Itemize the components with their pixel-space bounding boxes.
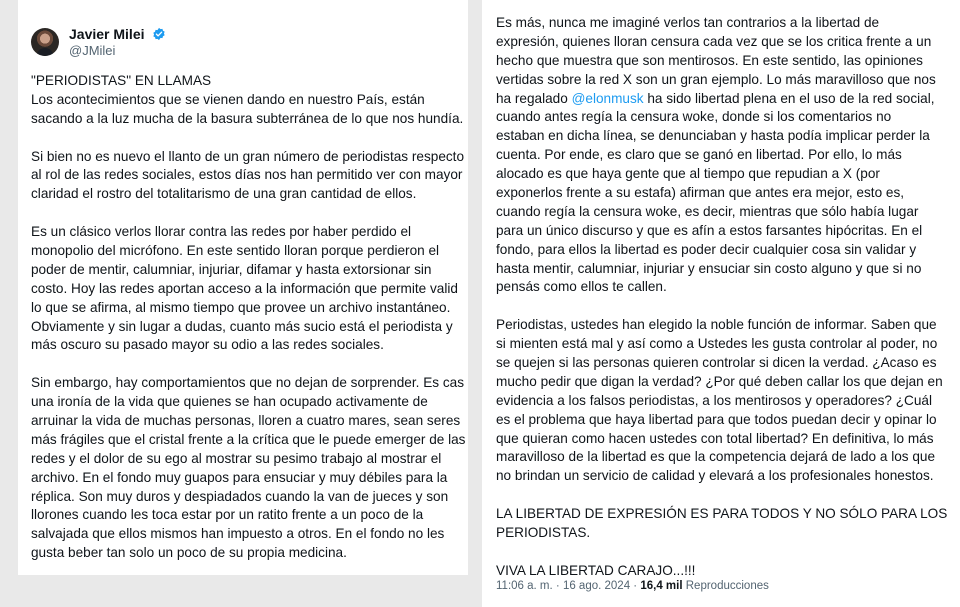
tweet-paragraph [31, 72, 465, 129]
text-line: ha regalado @elonmusk ha sido libertad plena en el uso de la red social, [496, 90, 935, 106]
text-line: es el problema que haya libertad para que todos puedan decir y opinar lo [496, 411, 937, 427]
tweet-paragraph [31, 223, 465, 355]
text-line: claridad el rostro del totalitarismo de una gran cantidad de ellos. [31, 186, 417, 202]
text-line: hasta mentir, calumniar, injuriar y ensuciar sin costo alguno y que si no [496, 260, 922, 276]
text-line: Si bien no es nuevo el llanto de un gran número de periodistas respecto [31, 148, 465, 164]
text-line: al rol de las redes sociales, estos días nos han permitido ver con mayor [31, 167, 463, 183]
tweet-panel-right [482, 0, 960, 607]
text-line: lo que se afirma, al mismo tiempo que provee un archivo instantáneo. [31, 299, 451, 315]
text-line: LA LIBERTAD DE EXPRESIÓN ES PARA TODOS Y NO SÓLO PARA LOS [496, 506, 948, 522]
tweet-text-right [496, 14, 947, 581]
text-line: Es un clásico verlos llorar contra las redes por haber perdido el [31, 224, 412, 240]
mention-link[interactable]: @elonmusk [571, 90, 644, 106]
text-line: más frágiles que el cristal frente a la crítica que le puede emerger de las [31, 431, 466, 447]
text-line: cuando regía la censura woke, es decir, mientras que sólo había lugar [496, 203, 919, 219]
text-line: más oscuro su pasado mayor su odio a las redes sociales. [31, 337, 384, 353]
views-label: Reproducciones [685, 580, 769, 592]
text-line: hecho que muestra que son mentirosos. En este sentido, las opiniones [496, 52, 923, 68]
tweet-text-left [31, 72, 465, 563]
meta-separator: · [633, 580, 638, 592]
text-line: si mienten está mal y así como a Ustedes les gusta controlar al poder, no [496, 336, 938, 352]
tweet-paragraph [496, 562, 947, 581]
author-display-name[interactable]: Javier Milei [69, 26, 145, 42]
verified-badge-icon [152, 27, 166, 41]
tweet-time[interactable]: 11:06 a. m. [496, 580, 553, 592]
text-line: gusta beber tan solo un poco de su propia medicina. [31, 545, 347, 561]
text-line: poder de mentir, calumniar, injuriar, difamar y hasta extorsionar sin [31, 261, 432, 277]
text-line: Los acontecimientos que se vienen dando en nuestro País, están [31, 91, 425, 107]
text-line: Sin embargo, hay comportamientos que no dejan de sorprender. Es cas [31, 375, 464, 391]
views-count: 16,4 mil [640, 580, 683, 592]
text-line: que quieran como hacen ustedes con total libertad? En definitiva, lo más [496, 430, 934, 446]
text-line: Es más, nunca me imaginé verlos tan contrarios a la libertad de [496, 15, 880, 30]
tweet-author-header[interactable] [31, 26, 331, 66]
text-line: "PERIODISTAS" EN LLAMAS [31, 73, 212, 88]
text-line: Obviamente y sin lugar a dudas, cuanto más sucio está el periodista y [31, 318, 453, 334]
text-line: llorones cuando les toca estar por un ratito frente a un poco de la [31, 507, 424, 523]
text-line: arruinar la vida de muchas personas, lloren a cuatro mares, sean seres [31, 413, 461, 429]
text-line: una ironía de la vida que quienes se han ocupado activamente de [31, 394, 428, 410]
text-line: redes y el dolor de su ego al mostrar su pesimo trabajo al mostrar el [31, 450, 442, 466]
tweet-meta [496, 580, 769, 592]
text-line: se quejen si las personas quieren controlar si dicen la verdad. ¿Acaso es [496, 355, 937, 371]
text-line: alocado es que haya gente que al tiempo que repudian a X (por [496, 166, 880, 182]
text-line: mucho pedir que digan la verdad? ¿Por qué deben callar los que dejan en [496, 373, 943, 389]
text-line: sacando a la luz mucha de la basura subterránea de lo que nos hundía. [31, 110, 464, 126]
tweet-paragraph [31, 374, 465, 563]
text-line: VIVA LA LIBERTAD CARAJO...!!! [496, 562, 696, 578]
author-handle[interactable]: @JMilei [69, 43, 116, 58]
text-line: pensás como ellos te callen. [496, 279, 667, 295]
tweet-paragraph [496, 505, 947, 543]
text-line: archivo. En el fondo muy guapos para ensuciar y muy débiles para la [31, 469, 448, 485]
text-line: cuenta. Por ende, es claro que se ganó en libertad. Por ello, lo más [496, 147, 902, 163]
meta-separator: · [555, 580, 560, 592]
text-line: cuando antes regía la censura woke, donde si los comentarios no [496, 109, 892, 125]
tweet-paragraph [496, 316, 947, 486]
text-line: evidencia a los falsos periodistas, a los mentirosos y operadores? ¿Cuál [496, 392, 932, 408]
text-line: no brindan un servicio de calidad y elevará a los profesionales honestos. [496, 468, 934, 484]
text-line: vertidas sobre la red X son un gran ejemplo. Lo más maravilloso que nos [496, 71, 936, 87]
text-line: PERIODISTAS. [496, 525, 591, 541]
text-line: para un único discurso y que es afín a estos farsantes hipócritas. En el [496, 222, 923, 238]
text-line: salvajada que ellos mismos han impuesto a otros. En el fondo no les [31, 526, 445, 542]
text-line: fondo, para ellos la libertad es poder decir cualquier cosa sin validar y [496, 241, 917, 257]
author-name-line [69, 26, 166, 44]
text-line: exponerlos frente a su estafa) afirman que antes era mejor, esto es, [496, 185, 905, 201]
text-line: estaban en dicha línea, se denunciaban y hasta podía implicar perder la [496, 128, 930, 144]
text-line: monopolio del micrófono. En este sentido lloran porque perdieron el [31, 243, 440, 259]
tweet-paragraph [31, 148, 465, 205]
tweet-panel-left [18, 0, 468, 575]
text-line: maravilloso de la libertad es que la competencia dejará de lado a los que [496, 449, 936, 465]
text-line: expresión, quienes lloran censura cada vez que se los critica frente a un [496, 33, 932, 49]
text-line: réplica. Son muy duros y despiadados cuando la van de jueces y son [31, 488, 449, 504]
tweet-date[interactable]: 16 ago. 2024 [562, 580, 631, 592]
text-line: costo. Hoy las redes aportan acceso a la información que permite valid [31, 280, 458, 296]
author-avatar[interactable] [31, 28, 59, 56]
tweet-paragraph [496, 14, 947, 297]
text-line: Periodistas, ustedes han elegido la noble función de informar. Saben que [496, 317, 937, 333]
